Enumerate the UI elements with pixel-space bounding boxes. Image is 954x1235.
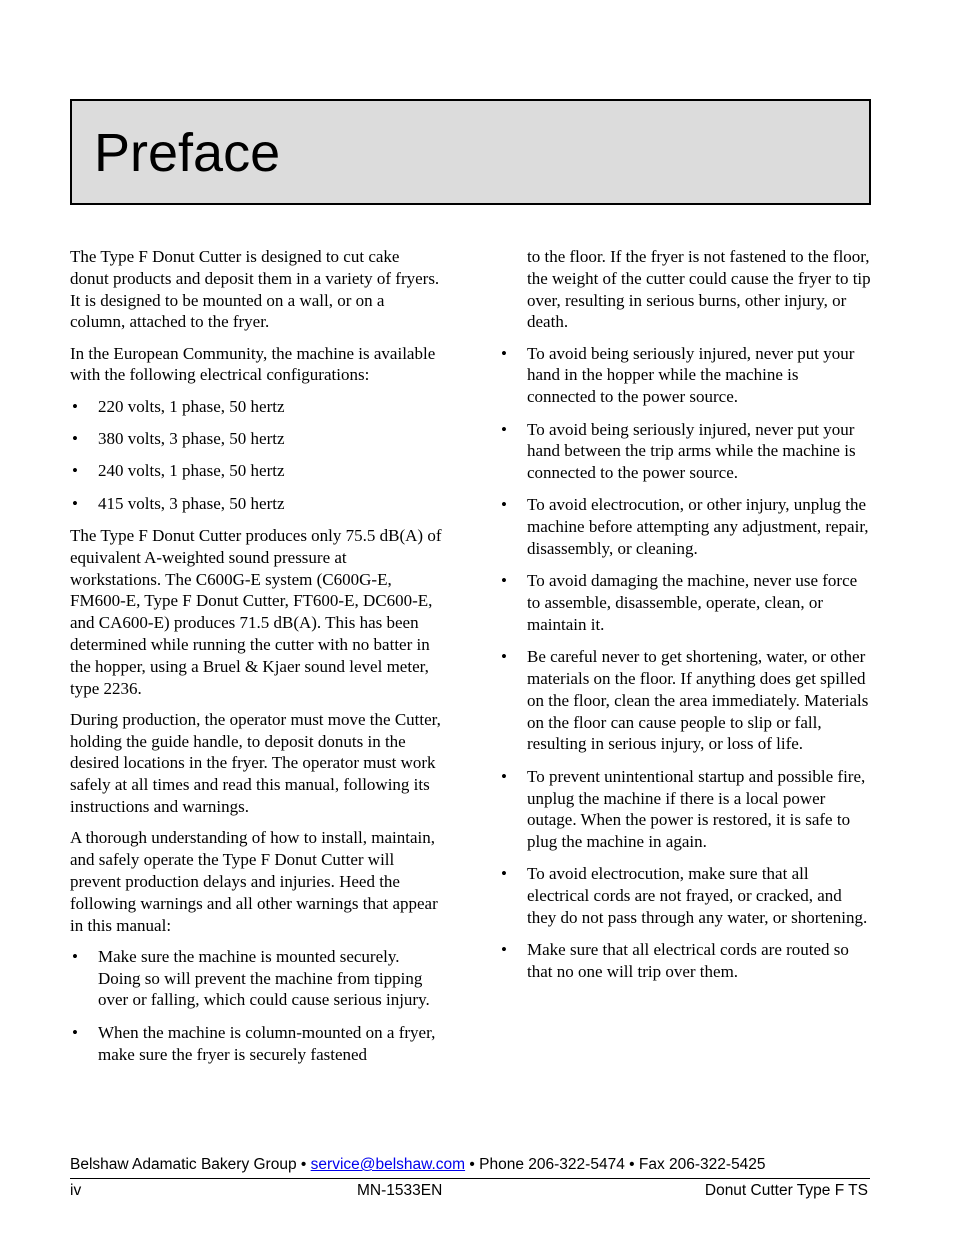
- bullet-icon: •: [501, 766, 507, 786]
- list-item-text: 415 volts, 3 phase, 50 hertz: [98, 493, 285, 513]
- bullet-icon: •: [501, 419, 507, 439]
- continued-warning-text: to the floor. If the fryer is not fastened to the floor, the weight of the cutter could cause the fryer to tip over, resulting in serious burns, other injury, or death.: [527, 247, 871, 332]
- list-item-text: To avoid electrocution, or other injury, unplug the machine before attempting any adjustment, repair, disassembly, or cleaning.: [527, 495, 869, 559]
- left-column: [70, 246, 442, 1076]
- list-item-text: When the machine is column-mounted on a fryer, make sure the fryer is securely fastened: [98, 1022, 436, 1064]
- warning-list: [70, 946, 442, 1065]
- config-list: [70, 396, 442, 515]
- list-item: [499, 939, 871, 983]
- page-number: iv: [70, 1182, 82, 1199]
- list-item-text: To prevent unintentional startup and possible fire, unplug the machine if there is a local power outage. When the power is restored, it is safe to plug the machine in again.: [527, 766, 866, 852]
- list-item: [70, 493, 442, 515]
- product-name: Donut Cutter Type F TS: [704, 1182, 868, 1199]
- document-number: MN-1533EN: [357, 1182, 443, 1199]
- list-item: [499, 494, 871, 559]
- list-item: [70, 428, 442, 450]
- title-banner: [70, 99, 871, 205]
- right-column: [499, 246, 871, 993]
- bullet-icon: •: [501, 495, 507, 515]
- list-item: [70, 396, 442, 418]
- bullet-icon: •: [72, 1022, 78, 1042]
- list-item-text: 220 volts, 1 phase, 50 hertz: [98, 396, 285, 416]
- list-item-text: Be careful never to get shortening, water, or other materials on the floor. If anything does get spilled on the floor, clean the area immediately. Materials on the floor can cause people to slip or fall, resulting in serious injury, or loss of life.: [527, 647, 869, 754]
- bullet-icon: •: [501, 647, 507, 667]
- sound-paragraph: The Type F Donut Cutter produces only 75.5 dB(A) of equivalent A-weighted sound pressure at workstations. The C600G-E system (C600G-E, FM600-E, Type F Donut Cutter, FT600-E, DC600-E, and CA600-E) produces 71.5 dB(A). This has been determined while running the cutter with no batter in the hopper, using a Bruel & Kjaer sound level meter, type 2236.: [70, 525, 442, 698]
- bullet-icon: •: [501, 864, 507, 884]
- list-item-text: To avoid being seriously injured, never put your hand in the hopper while the machine is connected to the power source.: [527, 343, 855, 407]
- list-item-text: Make sure the machine is mounted securely. Doing so will prevent the machine from tipping over or falling, which could cause serious injury.: [98, 946, 430, 1010]
- ec-config-paragraph: In the European Community, the machine is available with the following electrical configurations:: [70, 343, 436, 385]
- separator-bullet: •: [300, 1156, 307, 1173]
- list-item: [499, 863, 871, 928]
- list-item: [499, 570, 871, 635]
- fax-number: Fax 206-322-5425: [638, 1156, 766, 1173]
- list-item-text: To avoid being seriously injured, never put your hand between the trip arms while the machine is connected to the power source.: [527, 419, 856, 483]
- bullet-icon: •: [72, 946, 78, 966]
- separator-bullet: •: [469, 1156, 475, 1173]
- list-item: [70, 460, 442, 482]
- bullet-icon: •: [72, 493, 78, 513]
- list-item: [499, 646, 871, 755]
- separator-bullet: •: [629, 1156, 635, 1173]
- list-item: [499, 419, 871, 484]
- production-paragraph: During production, the operator must move the Cutter, holding the guide handle, to deposit donuts in the desired locations in the fryer. The operator must work safely at all times and read this manual, following its instructions and warnings.: [70, 709, 441, 817]
- understanding-paragraph: A thorough understanding of how to install, maintain, and safely operate the Type F Donut Cutter will prevent production delays and injuries. Heed the following warnings and all other warnings that appear in this manual:: [70, 828, 438, 935]
- list-item: [499, 343, 871, 408]
- list-item: [499, 766, 871, 853]
- bullet-icon: •: [72, 461, 78, 481]
- bullet-icon: •: [72, 429, 78, 449]
- bullet-icon: •: [72, 396, 78, 416]
- list-item: [70, 946, 442, 1011]
- intro-paragraph: The Type F Donut Cutter is designed to cut cake donut products and deposit them in a variety of fryers. It is designed to be mounted on a wall, or on a column, attached to the fryer.: [70, 247, 440, 332]
- bullet-icon: •: [501, 343, 507, 363]
- list-item-text: Make sure that all electrical cords are routed so that no one will trip over them.: [527, 940, 849, 982]
- bullet-icon: •: [501, 571, 507, 591]
- bullet-icon: •: [501, 940, 507, 960]
- phone-number: Phone 206-322-5474: [479, 1156, 625, 1173]
- list-item-text: 380 volts, 3 phase, 50 hertz: [98, 429, 285, 449]
- list-item: [70, 1022, 442, 1066]
- company-name: Belshaw Adamatic Bakery Group: [70, 1156, 297, 1173]
- footer-contact-line: [70, 1156, 870, 1174]
- footer-divider: [70, 1178, 870, 1179]
- email-link[interactable]: service@belshaw.com: [310, 1156, 466, 1173]
- list-item-text: To avoid electrocution, make sure that all electrical cords are not frayed, or cracked, and they do not pass through any water, or shortening.: [527, 864, 868, 928]
- page-title: Preface: [94, 123, 281, 183]
- list-item-text: 240 volts, 1 phase, 50 hertz: [98, 461, 285, 481]
- list-item-text: To avoid damaging the machine, never use force to assemble, disassemble, operate, clean, or maintain it.: [527, 571, 858, 634]
- warning-list: [499, 343, 871, 983]
